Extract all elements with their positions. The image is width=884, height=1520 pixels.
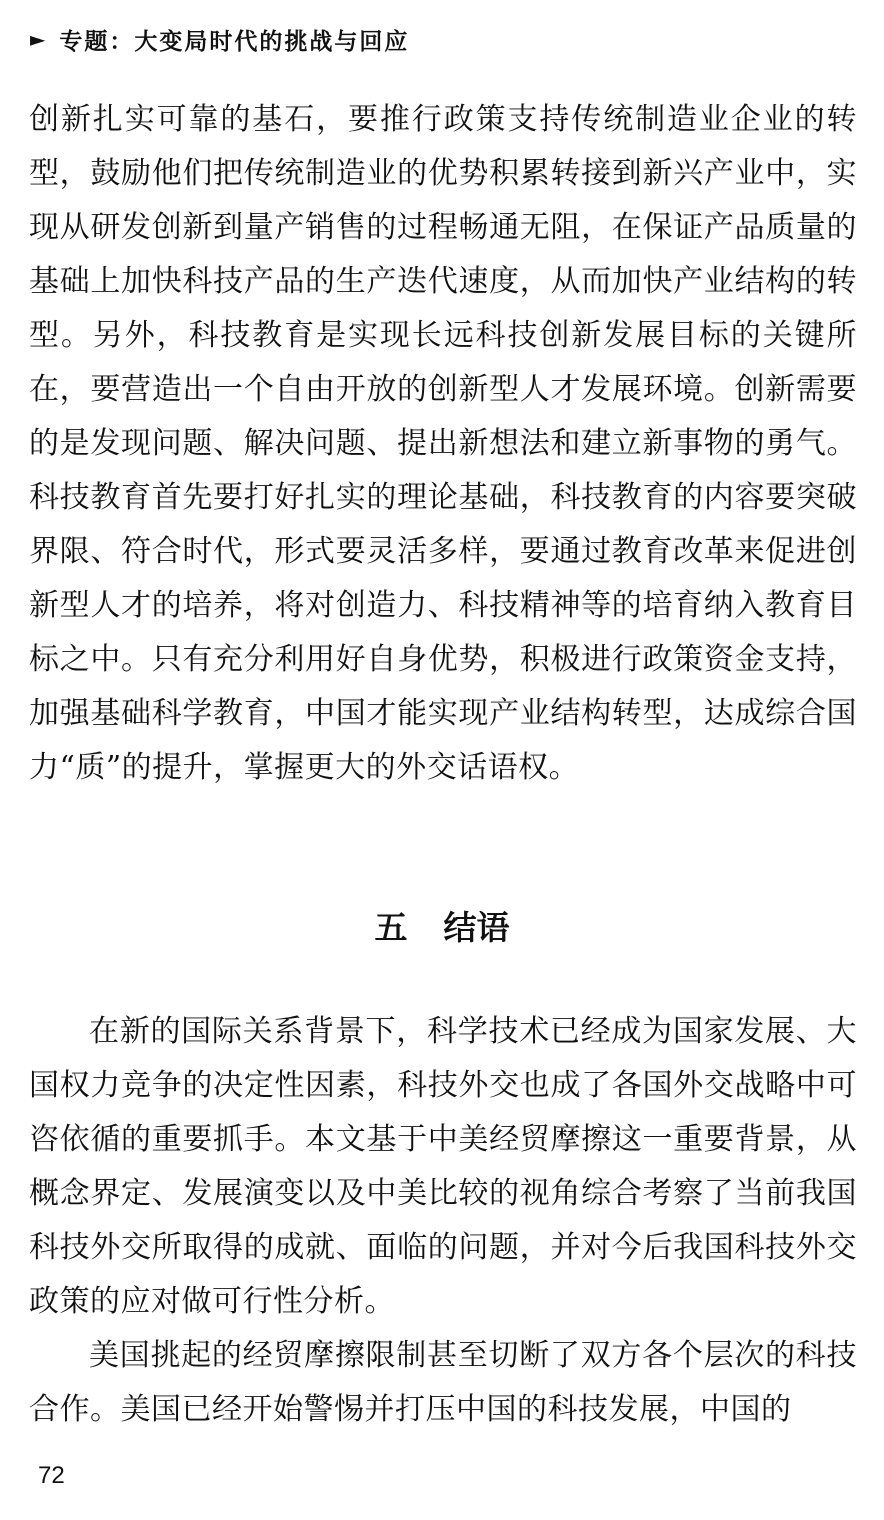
running-header	[30, 22, 409, 56]
section-number: 五	[374, 908, 408, 947]
triangle-marker-icon: ►	[30, 27, 46, 51]
paragraph: 美国挑起的经贸摩擦限制甚至切断了双方各个层次的科技合作。美国已经开始警惕并打压中国的科技发展，中国的	[29, 1338, 857, 1427]
section-title: 结语	[443, 908, 510, 947]
body-text-bottom	[29, 1005, 857, 1437]
page-number: 72	[38, 1462, 65, 1489]
body-text-top	[29, 93, 857, 795]
paragraph: 在新的国际关系背景下，科学技术已经成为国家发展、大国权力竞争的决定性因素，科技外交也成了各国外交战略中可咨依循的重要抓手。本文基于中美经贸摩擦这一重要背景，从概念界定、发展演变以及中美比较的视角综合考察了当前我国科技外交所取得的成就、面临的问题，并对今后我国科技外交政策的应对做可行性分析。	[29, 1014, 857, 1319]
section-heading	[0, 900, 884, 956]
paragraph: 创新扎实可靠的基石，要推行政策支持传统制造业企业的转型，鼓励他们把传统制造业的优势积累转接到新兴产业中，实现从研发创新到量产销售的过程畅通无阻，在保证产品质量的基础上加快科技产品的生产迭代速度，从而加快产业结构的转型。另外，科技教育是实现长远科技创新发展目标的关键所在，要营造出一个自由开放的创新型人才发展环境。创新需要的是发现问题、解决问题、提出新想法和建立新事物的勇气。科技教育首先要打好扎实的理论基础，科技教育的内容要突破界限、符合时代，形式要灵活多样，要通过教育改革来促进创新型人才的培养，将对创造力、科技精神等的培育纳入教育目标之中。只有充分利用好自身优势，积极进行政策资金支持，加强基础科学教育，中国才能实现产业结构转型，达成综合国力“质”的提升，掌握更大的外交话语权。	[29, 102, 857, 785]
running-header-title: 专题：大变局时代的挑战与回应	[59, 28, 410, 55]
